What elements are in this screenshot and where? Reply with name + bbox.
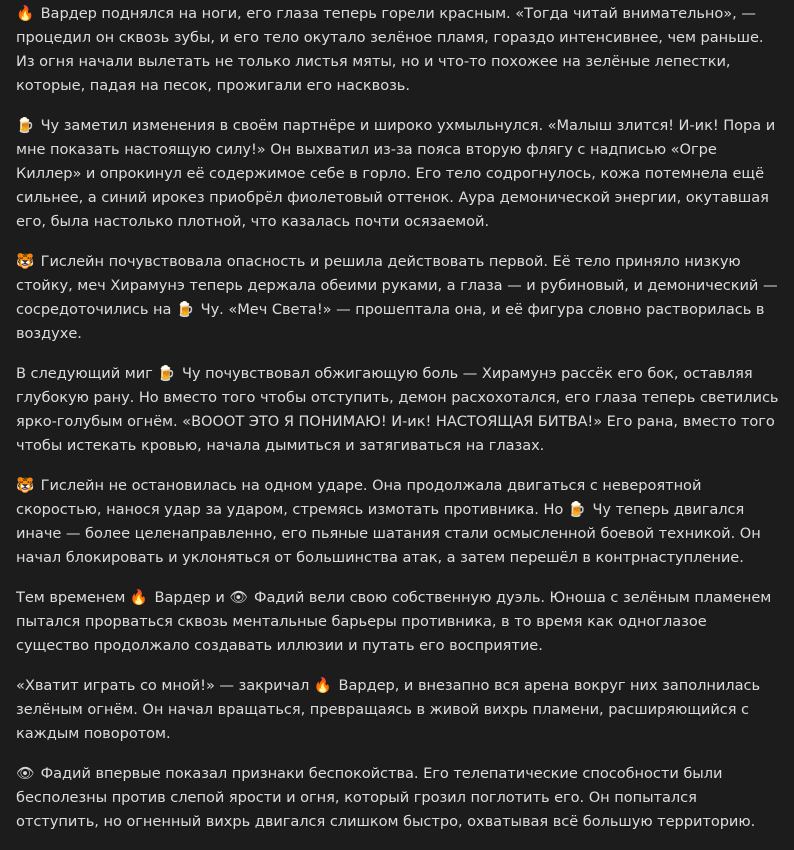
paragraph: [16, 674, 782, 746]
paragraph: [16, 362, 782, 458]
tiger-icon: 🐯: [16, 477, 35, 494]
eye-icon: 👁: [229, 589, 248, 606]
paragraph-text: Вардер, и внезапно вся арена вокруг них заполнилась зелёным огнём. Он начал вращаться, превращаясь в живой вихрь пламени, расширяющийся с каждым поворотом.: [16, 677, 765, 742]
paragraph-text: Вардер и: [149, 589, 230, 606]
fire-icon: 🔥: [313, 677, 333, 694]
paragraph: [16, 586, 782, 658]
paragraph: [16, 474, 782, 570]
beer-icon: 🍺: [16, 117, 35, 134]
paragraph-text: «Хватит играть со мной!» — закричал: [16, 677, 314, 694]
beer-icon: 🍺: [567, 501, 586, 518]
paragraph-text: Тем временем: [16, 589, 130, 606]
paragraph: [16, 250, 782, 346]
paragraph-text: Чу заметил изменения в своём партнёре и широко ухмыльнулся. «Малыш злится! И-ик! Пора и мне показать настоящую силу!» Он выхватил из-за пояса вторую флягу с надписью «Огре Киллер» и опрокинул её содержимое себе в горло. Его тело содрогнулось, кожа потемнела ещё сильнее, а синий ирокез приобрёл фиолетовый оттенок. Аура демонической энергии, окутавшая его, была настолько плотной, что казалась почти осязаемой.: [16, 117, 780, 230]
paragraph-text: Гислейн не остановилась на одном ударе. Она продолжала двигаться с невероятной скоростью, нанося удар за ударом, стремясь измотать противника. Но: [16, 477, 706, 518]
story-text: [16, 2, 782, 850]
paragraph: [16, 762, 782, 834]
paragraph-text: Чу почувствовал обжигающую боль — Хирамунэ рассёк его бок, оставляя глубокую рану. Но вместо того чтобы отступить, демон расхохотался, его глаза теперь светились ярко-голубым огнём. «ВОООТ ЭТО Я ПОНИМАЮ! И-ик! НАСТОЯЩАЯ БИТВА!» Его рана, вместо того чтобы истекать кровью, начала дымиться и затягиваться на глазах.: [16, 365, 784, 454]
paragraph-text: Чу теперь двигался иначе — более целенаправленно, его пьяные шатания стали осмысленной боевой техникой. Он начал блокировать и уклоняться от большинства атак, а затем перешёл в контрнаступление.: [16, 501, 766, 566]
beer-icon: 🍺: [176, 301, 195, 318]
fire-icon: 🔥: [129, 589, 149, 606]
eye-icon: 👁: [16, 765, 35, 782]
paragraph-text: Фадий впервые показал признаки беспокойства. Его телепатические способности были бесполезны против слепой ярости и огня, который грозил поглотить его. Он попытался отступить, но огненный вихрь двигался слишком быстро, охватывая всё большую территорию.: [16, 765, 756, 830]
paragraph-text: Вардер поднялся на ноги, его глаза теперь горели красным. «Тогда читай внимательно», — процедил он сквозь зубы, и его тело окутало зелёное пламя, гораздо интенсивнее, чем раньше. Из огня начали вылетать не только листья мяты, но и что-то похожее на зелёные лепестки, которые, падая на песок, прожигали его насквозь.: [16, 5, 769, 94]
paragraph-text: Чу. «Меч Света!» — прошептала она, и её фигура словно растворилась в воздухе.: [16, 301, 769, 342]
fire-icon: 🔥: [16, 5, 35, 22]
paragraph-text: Фадий вели свою собственную дуэль. Юноша с зелёным пламенем пытался прорваться сквозь ментальные барьеры противника, в то время как одноглазое существо продолжало создавать иллюзии и путать его восприятие.: [16, 589, 776, 654]
paragraph-text: Гислейн почувствовала опасность и решила действовать первой. Её тело приняло низкую стойку, меч Хирамунэ теперь держала обеими руками, а глаза — и рубиновый, и демонический — сосредоточились на: [16, 253, 783, 318]
paragraph-text: В следующий миг: [16, 365, 158, 382]
paragraph: [16, 2, 782, 98]
paragraph: [16, 114, 782, 234]
beer-icon: 🍺: [157, 365, 176, 382]
tiger-icon: 🐯: [16, 253, 35, 270]
